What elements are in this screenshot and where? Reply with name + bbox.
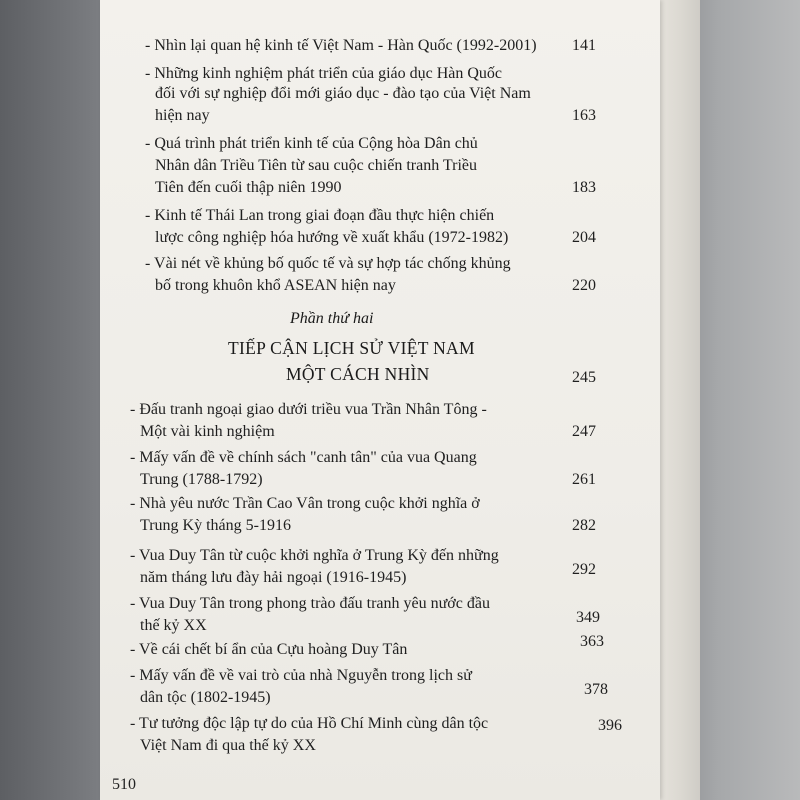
entry-line: - Tư tưởng độc lập tự do của Hồ Chí Minh cùng dân tộc xyxy=(130,715,489,732)
entry-page-number: 292 xyxy=(572,561,596,578)
entry-line: Một vài kinh nghiệm xyxy=(140,423,275,440)
entry-page-number: 396 xyxy=(598,717,622,734)
background-left xyxy=(0,0,104,800)
entry-line: Việt Nam đi qua thế kỷ XX xyxy=(140,737,316,754)
entry-page-number: 163 xyxy=(572,107,596,124)
entry-page-number: 220 xyxy=(572,277,596,294)
entry-line: - Kinh tế Thái Lan trong giai đoạn đầu thực hiện chiến xyxy=(145,207,495,224)
part-subtitle: MỘT CÁCH NHÌN xyxy=(286,364,430,384)
entry-page-number: 282 xyxy=(572,517,596,534)
part-page-number: 245 xyxy=(572,369,596,386)
entry-line: - Đấu tranh ngoại giao dưới triều vua Trần Nhân Tông - xyxy=(130,401,487,418)
entry-page-number: 204 xyxy=(572,229,596,246)
entry-line: - Mấy vấn đề về chính sách "canh tân" của vua Quang xyxy=(130,449,477,466)
entry-line: Trung (1788-1792) xyxy=(140,471,263,488)
part-label: Phần thứ hai xyxy=(290,310,374,327)
entry-page-number: 261 xyxy=(572,471,596,488)
entry-page-number: 349 xyxy=(576,609,600,626)
entry-line: - Quá trình phát triển kinh tế của Cộng hòa Dân chủ xyxy=(145,135,478,152)
entry-page-number: 363 xyxy=(580,633,604,650)
entry-line: - Vua Duy Tân từ cuộc khởi nghĩa ở Trung Kỳ đến những xyxy=(130,547,499,564)
part-title: TIẾP CẬN LỊCH SỬ VIỆT NAM xyxy=(228,338,475,358)
book-page xyxy=(100,0,660,800)
entry-line: - Về cái chết bí ẩn của Cựu hoàng Duy Tân xyxy=(130,641,408,658)
entry-line: dân tộc (1802-1945) xyxy=(140,689,271,706)
entry-page-number: 141 xyxy=(572,37,596,54)
entry-line: Tiên đến cuối thập niên 1990 xyxy=(155,179,342,196)
entry-line: bố trong khuôn khổ ASEAN hiện nay xyxy=(155,277,396,294)
entry-line: Nhân dân Triều Tiên từ sau cuộc chiến tranh Triều xyxy=(155,157,477,174)
entry-line: năm tháng lưu đày hải ngoại (1916-1945) xyxy=(140,569,407,586)
entry-line: - Vua Duy Tân trong phong trào đấu tranh yêu nước đầu xyxy=(130,595,490,612)
entry-line: - Nhìn lại quan hệ kinh tế Việt Nam - Hàn Quốc (1992-2001) xyxy=(145,37,537,54)
entry-line: - Những kinh nghiệm phát triển của giáo dục Hàn Quốc xyxy=(145,65,503,82)
entry-line: lược công nghiệp hóa hướng về xuất khẩu (1972-1982) xyxy=(155,229,509,246)
entry-line: - Nhà yêu nước Trần Cao Vân trong cuộc khởi nghĩa ở xyxy=(130,495,480,512)
entry-line: - Vài nét về khủng bố quốc tế và sự hợp tác chống khủng xyxy=(145,255,511,272)
entry-line: - Mấy vấn đề về vai trò của nhà Nguyễn trong lịch sử xyxy=(130,667,472,684)
entry-line: thế kỷ XX xyxy=(140,617,207,634)
entry-page-number: 378 xyxy=(584,681,608,698)
entry-page-number: 183 xyxy=(572,179,596,196)
entry-page-number: 247 xyxy=(572,423,596,440)
page-folio: 510 xyxy=(112,776,136,793)
entry-line: đối với sự nghiệp đổi mới giáo dục - đào tạo của Việt Nam xyxy=(155,85,531,102)
entry-line: Trung Kỳ tháng 5-1916 xyxy=(140,517,291,534)
entry-line: hiện nay xyxy=(155,107,210,124)
